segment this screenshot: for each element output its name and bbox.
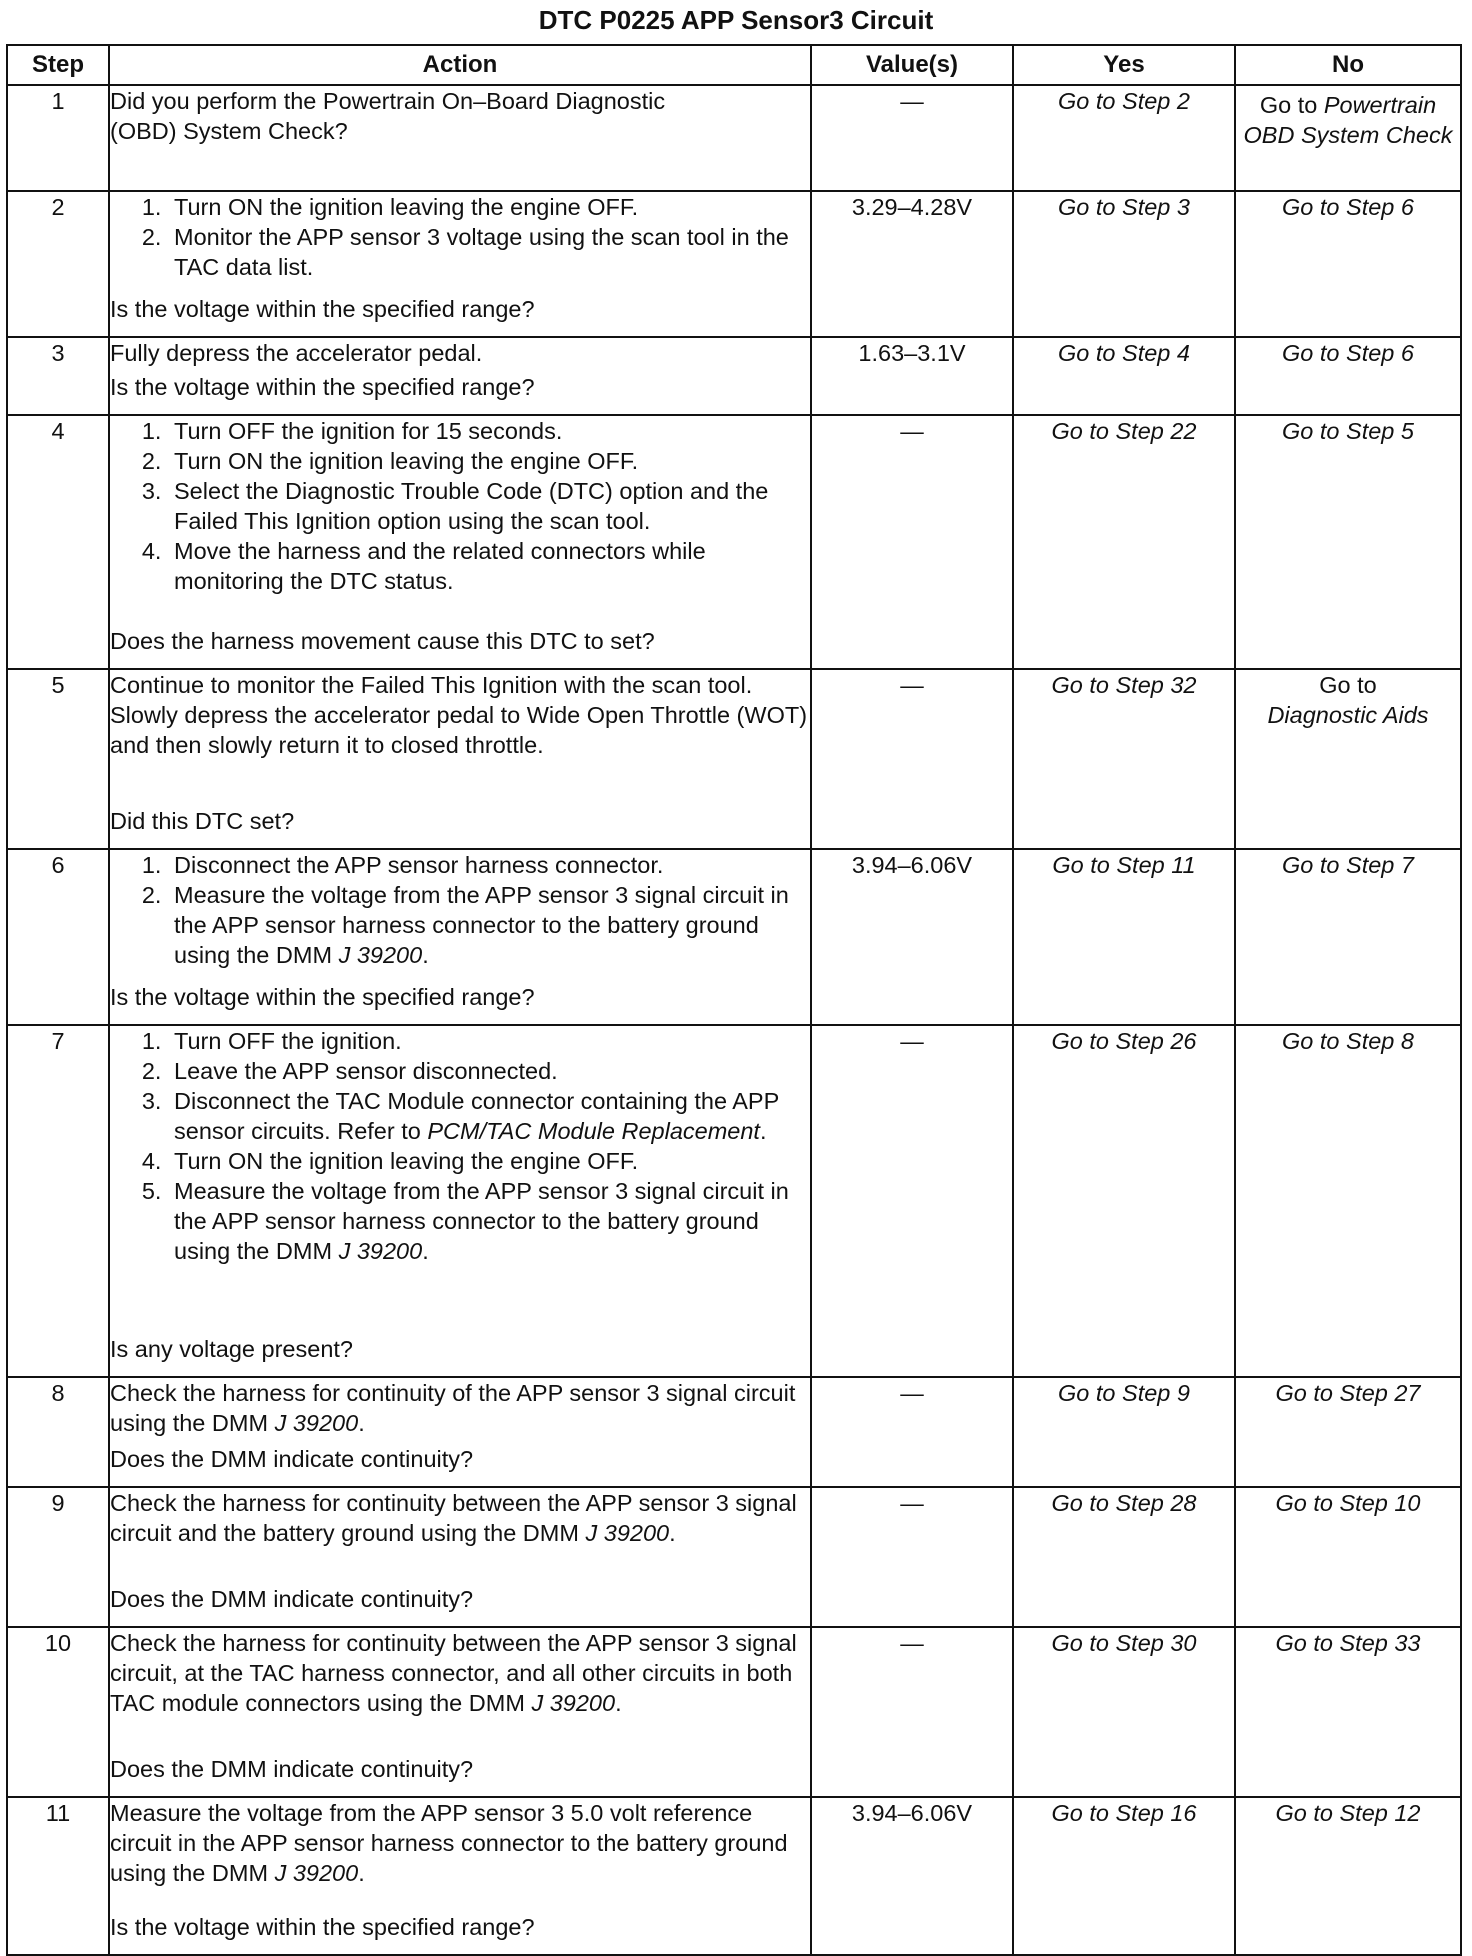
action-cell [109, 849, 811, 1025]
action-steps-list [110, 416, 810, 596]
action-question: Is the voltage within the specified range? [110, 984, 535, 1010]
action-cell [109, 1487, 811, 1627]
yes-cell: Go to Step 30 [1013, 1627, 1235, 1797]
list-item: 2. Leave the APP sensor disconnected. [168, 1056, 810, 1086]
no-cell [1235, 85, 1461, 191]
action-question: Is the voltage within the specified range? [110, 296, 535, 322]
no-cell: Go to Step 12 [1235, 1797, 1461, 1955]
action-text: Slowly depress the accelerator pedal to Wide Open Throttle (WOT) and then slowly return it to closed throttle. [110, 702, 808, 758]
reference-text: J 39200 [585, 1520, 670, 1546]
action-steps-list [110, 850, 810, 970]
table-row [7, 1487, 1461, 1627]
action-text: Did you perform the Powertrain On–Board Diagnostic [110, 88, 666, 114]
no-cell: Go to Step 27 [1235, 1377, 1461, 1487]
no-reference: Diagnostic Aids [1267, 702, 1429, 728]
diagnostic-table [6, 44, 1462, 1956]
yes-cell: Go to Step 32 [1013, 669, 1235, 849]
no-prefix: Go to [1319, 672, 1377, 698]
action-steps-list [110, 1026, 810, 1266]
list-item: 3. Select the Diagnostic Trouble Code (DTC) option and the Failed This Ignition option using the scan tool. [168, 476, 810, 536]
action-cell [109, 1797, 811, 1955]
table-row [7, 1797, 1461, 1955]
list-item: 1. Turn ON the ignition leaving the engine OFF. [168, 192, 810, 222]
header-row [7, 45, 1461, 85]
no-cell: Go to Step 6 [1235, 337, 1461, 415]
header-step: Step [7, 45, 109, 85]
list-item: 3. Disconnect the TAC Module connector containing the APP sensor circuits. Refer to PCM/TAC Module Replacement. [168, 1086, 810, 1146]
yes-cell: Go to Step 9 [1013, 1377, 1235, 1487]
yes-cell: Go to Step 26 [1013, 1025, 1235, 1377]
step-number: 7 [7, 1025, 109, 1377]
table-row [7, 1627, 1461, 1797]
action-cell [109, 1377, 811, 1487]
reference-text: J 39200 [338, 942, 423, 968]
value-cell: 3.94–6.06V [811, 1797, 1013, 1955]
list-item: 5. Measure the voltage from the APP sensor 3 signal circuit in the APP sensor harness connector to the battery ground using the DMM J 39200. [168, 1176, 810, 1266]
step-number: 3 [7, 337, 109, 415]
action-text: Check the harness for continuity between the APP sensor 3 signal circuit, at the TAC harness connector, and all other circuits in both TAC module connectors using the DMM J 39200. [110, 1630, 797, 1716]
header-value: Value(s) [811, 45, 1013, 85]
step-number: 5 [7, 669, 109, 849]
action-question: Is the voltage within the specified range? [110, 374, 535, 400]
no-cell: Go to Step 10 [1235, 1487, 1461, 1627]
action-question: Does the DMM indicate continuity? [110, 1756, 474, 1782]
no-reference: Powertrain OBD System Check [1243, 92, 1453, 148]
table-row [7, 415, 1461, 669]
yes-cell: Go to Step 11 [1013, 849, 1235, 1025]
step-number: 9 [7, 1487, 109, 1627]
list-item: 4. Move the harness and the related connectors while monitoring the DTC status. [168, 536, 810, 596]
no-cell: Go to Step 5 [1235, 415, 1461, 669]
action-text: Check the harness for continuity of the APP sensor 3 signal circuit using the DMM J 39200. [110, 1380, 796, 1436]
list-item: 2. Turn ON the ignition leaving the engine OFF. [168, 446, 810, 476]
action-question: Is the voltage within the specified range? [110, 1914, 535, 1940]
action-cell [109, 415, 811, 669]
action-text: Measure the voltage from the APP sensor 3 5.0 volt reference circuit in the APP sensor harness connector to the battery ground using the DMM J 39200. [110, 1800, 788, 1886]
step-number: 10 [7, 1627, 109, 1797]
action-question: Is any voltage present? [110, 1336, 353, 1362]
page-title: DTC P0225 APP Sensor3 Circuit [538, 5, 934, 35]
no-cell [1235, 669, 1461, 849]
header-yes: Yes [1013, 45, 1235, 85]
value-cell: — [811, 1487, 1013, 1627]
step-number: 11 [7, 1797, 109, 1955]
value-cell: — [811, 669, 1013, 849]
table-row [7, 85, 1461, 191]
yes-cell: Go to Step 22 [1013, 415, 1235, 669]
no-cell: Go to Step 33 [1235, 1627, 1461, 1797]
reference-text: J 39200 [274, 1410, 359, 1436]
list-item: 4. Turn ON the ignition leaving the engine OFF. [168, 1146, 810, 1176]
yes-cell: Go to Step 4 [1013, 337, 1235, 415]
table-row [7, 1025, 1461, 1377]
list-item: 1. Turn OFF the ignition for 15 seconds. [168, 416, 810, 446]
reference-text: J 39200 [274, 1860, 359, 1886]
action-question: Does the DMM indicate continuity? [110, 1586, 474, 1612]
action-cell [109, 669, 811, 849]
action-steps-list [110, 192, 810, 282]
reference-text: PCM/TAC Module Replacement [427, 1118, 760, 1144]
action-cell [109, 191, 811, 337]
no-prefix: Go to [1259, 92, 1318, 118]
action-text: Continue to monitor the Failed This Ignition with the scan tool. [110, 672, 753, 698]
yes-cell: Go to Step 2 [1013, 85, 1235, 191]
action-cell [109, 1025, 811, 1377]
list-item: 2. Monitor the APP sensor 3 voltage using the scan tool in the TAC data list. [168, 222, 810, 282]
yes-cell: Go to Step 28 [1013, 1487, 1235, 1627]
table-row [7, 669, 1461, 849]
step-number: 8 [7, 1377, 109, 1487]
table-row [7, 849, 1461, 1025]
yes-cell: Go to Step 16 [1013, 1797, 1235, 1955]
list-item: 2. Measure the voltage from the APP sensor 3 signal circuit in the APP sensor harness connector to the battery ground using the DMM J 39200. [168, 880, 810, 970]
action-cell [109, 337, 811, 415]
action-text: Check the harness for continuity between the APP sensor 3 signal circuit and the battery ground using the DMM J 39200. [110, 1490, 797, 1546]
table-row [7, 1377, 1461, 1487]
action-text: Fully depress the accelerator pedal. [110, 340, 483, 366]
yes-cell: Go to Step 3 [1013, 191, 1235, 337]
header-action: Action [109, 45, 811, 85]
step-number: 1 [7, 85, 109, 191]
reference-text: J 39200 [338, 1238, 423, 1264]
action-text: (OBD) System Check? [110, 118, 348, 144]
value-cell: — [811, 85, 1013, 191]
table-row [7, 337, 1461, 415]
list-item: 1. Disconnect the APP sensor harness connector. [168, 850, 810, 880]
action-question: Does the harness movement cause this DTC to set? [110, 628, 655, 654]
action-question: Did this DTC set? [110, 808, 295, 834]
no-cell: Go to Step 6 [1235, 191, 1461, 337]
step-number: 4 [7, 415, 109, 669]
step-number: 6 [7, 849, 109, 1025]
action-cell [109, 85, 811, 191]
value-cell: — [811, 1377, 1013, 1487]
value-cell: — [811, 415, 1013, 669]
value-cell: 3.29–4.28V [811, 191, 1013, 337]
value-cell: — [811, 1025, 1013, 1377]
no-cell: Go to Step 8 [1235, 1025, 1461, 1377]
list-item: 1. Turn OFF the ignition. [168, 1026, 810, 1056]
step-number: 2 [7, 191, 109, 337]
value-cell: 3.94–6.06V [811, 849, 1013, 1025]
no-cell: Go to Step 7 [1235, 849, 1461, 1025]
action-question: Does the DMM indicate continuity? [110, 1446, 474, 1472]
table-row [7, 191, 1461, 337]
value-cell: — [811, 1627, 1013, 1797]
header-no: No [1235, 45, 1461, 85]
reference-text: J 39200 [531, 1690, 616, 1716]
action-cell [109, 1627, 811, 1797]
value-cell: 1.63–3.1V [811, 337, 1013, 415]
